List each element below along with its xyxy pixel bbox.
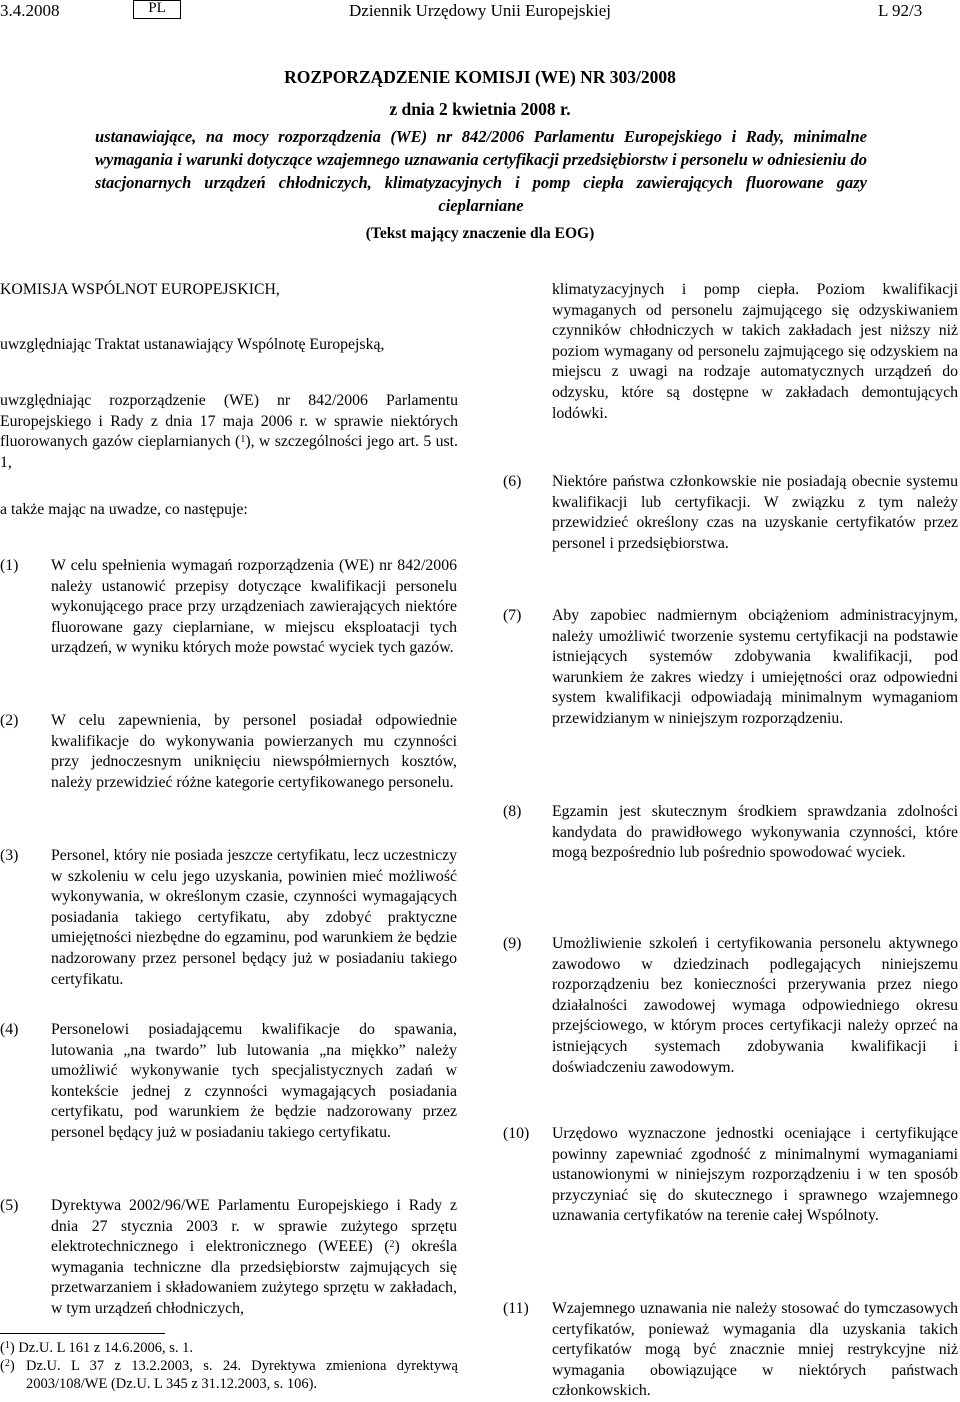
footnote-2: ($^2$) Dz.U. L 37 z 13.2.2003, s. 24. Dyrektywa zmieniona dyrektywą 2003/108/WE (Dz.U. L 345 z 31.12.2003, s. 106). [0, 1358, 458, 1392]
regulation-title: ROZPORZĄDZENIE KOMISJI (WE) NR 303/2008 [284, 67, 676, 87]
recital-number: (3) [0, 847, 19, 864]
recital-treaty: uwzględniając Traktat ustanawiający Wspólnotę Europejską, [0, 336, 385, 353]
recital-number: (6) [503, 473, 522, 490]
recital-number: (4) [0, 1021, 19, 1038]
eea-relevance: (Tekst mający znaczenie dla EOG) [365, 225, 595, 242]
recital-4: Personelowi posiadającemu kwalifikacje do spawania, lutowania „na twardo” lub lutowania „na miękko” należy umożliwić wykonywanie tych specjalistycznych zadań w kontekście jednej z czynności wymagających posiadania certyfikatu, pod warunkiem że będzie nadzorowany przez personel będący już w posiadaniu takiego certyfikatu. [51, 1021, 457, 1141]
recital-5-continued: klimatyzacyjnych i pomp ciepła. Poziom kwalifikacji wymaganych od personelu zajmującego się odzyskiwaniem czynników chłodniczych w takich zakładach jest niższy niż poziom wymagany od personelu zajmującego się odzyskiem na miejscu z uwagi na rodzaje automatycznych urządzeń do odzysku, które są dostępne w zakładach demontujących lodówki. [552, 281, 958, 422]
page-reference: L 92/3 [878, 1, 923, 20]
recital-regulation: uwzględniając rozporządzenie (WE) nr 842/2006 Parlamentu Europejskiego i Rady z dnia 17 maja 2006 r. w sprawie niektórych fluorowanych gazów cieplarnianych ($^1$), w szczególności jego art. 5 ust. 1, [0, 392, 458, 471]
footnote-separator [0, 1333, 165, 1334]
commission-heading: KOMISJA WSPÓLNOT EUROPEJSKICH, [0, 281, 280, 298]
footnote-1: ($^1$) Dz.U. L 161 z 14.6.2006, s. 1. [0, 1340, 193, 1356]
recital-number: (10) [503, 1125, 530, 1142]
recital-11: Wzajemnego uznawania nie należy stosować do tymczasowych certyfikatów, ponieważ wymagania dla uzyskania takich certyfikatów mogą być znacznie mniej restrykcyjne niż wymagania obowiązujące w niektórych państwach członkowskich. [552, 1300, 958, 1400]
footnote-ref-2: 2 [389, 1239, 395, 1251]
recital-2: W celu zapewnienia, by personel posiadał odpowiednie kwalifikacje do wykonywania powierzanych mu czynności przy jednoczesnym uniknięciu niewspółmiernych kosztów, należy przewidzieć różne kategorie certyfikowanego personelu. [51, 712, 457, 791]
recital-number: (5) [0, 1197, 19, 1214]
regulation-subtitle: ustanawiające, na mocy rozporządzenia (WE) nr 842/2006 Parlamentu Europejskiego i Rady, minimalne wymagania i warunki dotyczące wzajemnego uznawania certyfikacji przedsiębiorstw i personelu w odniesieniu do stacjonarnych urządzeń chłodniczych, klimatyzacyjnych i pomp ciepła zawierających fluorowane gazy cieplarniane [95, 127, 867, 215]
whereas-intro: a także mając na uwadze, co następuje: [0, 501, 248, 518]
recital-6: Niektóre państwa członkowskie nie posiadają obecnie systemu kwalifikacji lub certyfikacji. W związku z tym należy przewidzieć określony czas na uzyskanie certyfikatów przez personel i przedsiębiorstwa. [552, 473, 958, 552]
recital-7: Aby zapobiec nadmiernym obciążeniom administracyjnym, należy umożliwić tworzenie systemu certyfikacji na podstawie istniejących systemów zdobywania kwalifikacji, pod warunkiem że zakres wiedzy i umiejętności oraz odpowiedni system kwalifikacji odpowiadają minimalnym wymaganiom przewidzianym w niniejszym rozporządzeniu. [552, 607, 958, 727]
recital-number: (1) [0, 557, 19, 574]
recital-10: Urzędowo wyznaczone jednostki oceniające i certyfikujące powinny zapewniać zgodność z minimalnymi wymaganiami ustanowionymi w niniejszym rozporządzeniu i w ten sposób przyczyniać się do skutecznego i sprawnego wzajemnego uznawania certyfikatów na terenie całej Wspólnoty. [552, 1125, 958, 1225]
recital-number: (8) [503, 803, 522, 820]
recital-9: Umożliwienie szkoleń i certyfikowania personelu aktywnego zawodowo w dziedzinach podlegających niniejszemu rozporządzeniu bez konieczności przerywania przez niego działalności zawodowej wymaga odpowiedniego okresu przejściowego, w którym proces certyfikacji należy oprzeć na istniejących systemach zdobywania kwalifikacji i doświadczeniu zawodowym. [552, 935, 958, 1076]
footnote-ref-1: 1 [240, 434, 246, 446]
language-badge: PL [133, 0, 181, 19]
recital-number: (9) [503, 935, 522, 952]
recital-5: Dyrektywa 2002/96/WE Parlamentu Europejskiego i Rady z dnia 27 stycznia 2003 r. w sprawie zużytego sprzętu elektrotechnicznego i elektronicznego (WEEE) ($^2$) określa wymagania techniczne dla przedsiębiorstw zajmujących się przetwarzaniem i składowaniem zużytego sprzętu w zakładach, w tym urządzeń chłodniczych, [51, 1197, 457, 1317]
recital-3: Personel, który nie posiada jeszcze certyfikatu, lecz uczestniczy w szkoleniu w celu jego uzyskania, powinien mieć możliwość wykonywania, w określonym czasie, czynności wymagających posiadania takiego certyfikatu, aby zdobyć praktyczne umiejętności niezbędne do egzaminu, pod warunkiem że będzie nadzorowany przez personel będący już w posiadaniu takiego certyfikatu. [51, 847, 457, 988]
regulation-date: z dnia 2 kwietnia 2008 r. [389, 99, 571, 119]
recital-number: (11) [503, 1300, 529, 1317]
recital-number: (2) [0, 712, 19, 729]
recital-8: Egzamin jest skutecznym środkiem sprawdzania zdolności kandydata do prawidłowego wykonywania czynności, które mogą bezpośrednio lub pośrednio spowodować wyciek. [552, 803, 958, 862]
journal-name: Dziennik Urzędowy Unii Europejskiej [349, 1, 612, 20]
recital-1: W celu spełnienia wymagań rozporządzenia (WE) nr 842/2006 należy ustanowić przepisy dotyczące kwalifikacji personelu wykonującego prace przy urządzeniach zawierających niektóre fluorowane gazy cieplarniane, w miejscu eksploatacji tych urządzeń, w wyniku których może powstać wyciek tych gazów. [51, 557, 457, 657]
publication-date: 3.4.2008 [0, 1, 60, 20]
recital-number: (7) [503, 607, 522, 624]
